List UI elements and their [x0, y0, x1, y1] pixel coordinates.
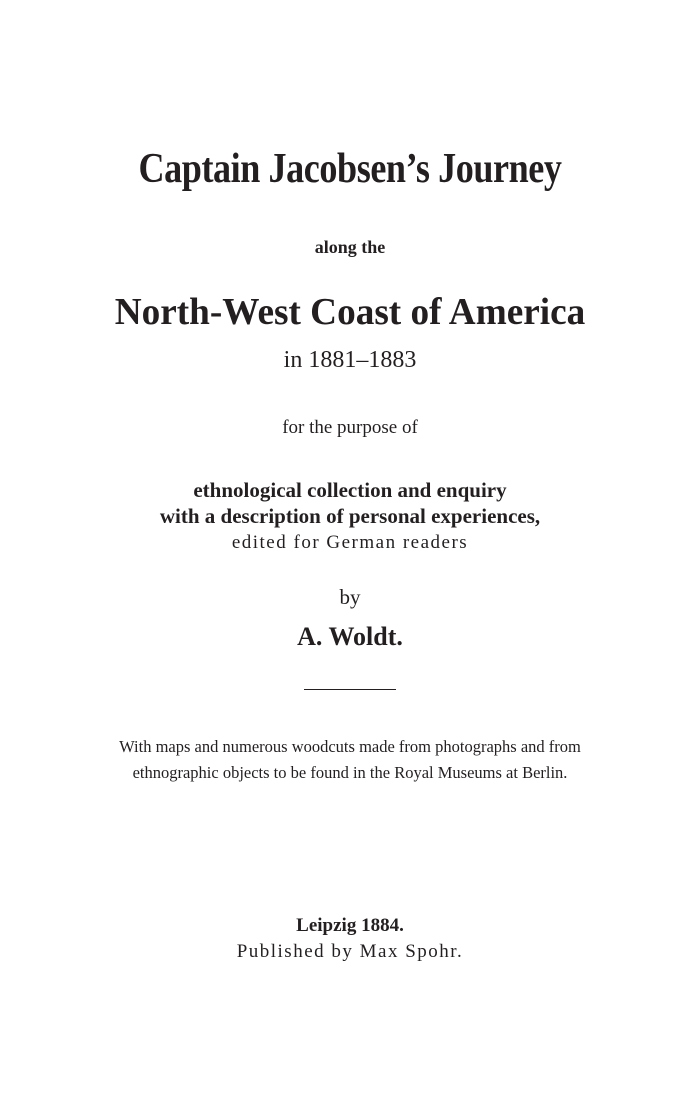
- note-line-1: With maps and numerous woodcuts made from photographs and from: [119, 737, 581, 756]
- purpose-text: for the purpose of: [282, 417, 418, 438]
- description-line-3: edited for German readers: [231, 532, 469, 553]
- subject-heading: North-West Coast of America: [114, 291, 586, 333]
- place-year: Leipzig 1884.: [296, 915, 404, 936]
- divider-rule: [304, 689, 396, 690]
- description-line-1: ethnological collection and enquiry: [193, 478, 507, 502]
- book-title: Captain Jacobsen’s Journey: [138, 146, 562, 192]
- along-the-text: along the: [314, 237, 386, 257]
- years-text: in 1881–1883: [283, 347, 417, 373]
- author-name: A. Woldt.: [297, 622, 403, 651]
- publisher-text: Published by Max Spohr.: [236, 941, 464, 962]
- description-line-2: with a description of personal experiences,: [159, 504, 541, 528]
- by-text: by: [339, 585, 361, 609]
- note-line-2: ethnographic objects to be found in the Royal Museums at Berlin.: [132, 763, 568, 782]
